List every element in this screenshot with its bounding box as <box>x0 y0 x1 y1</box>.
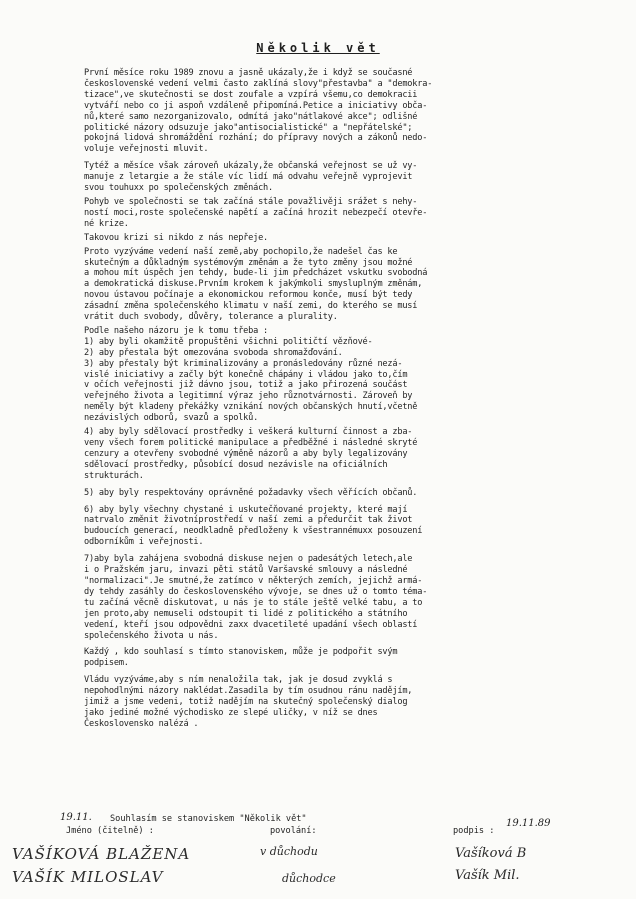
date-right: 19.11.89 <box>506 818 551 829</box>
signature-intro: Souhlasím se stanoviskem "Několik vět" <box>110 814 307 824</box>
handwritten-signature-2: Vašík Mil. <box>455 868 520 883</box>
demand-5: 5) aby byly respektovány oprávněné požadavky všech věřících občanů. <box>84 487 418 498</box>
paragraph-5: Proto vyzýváme vedení naší země,aby pochopilo,že nadešel čas ke skutečným a důkladným systémovým změnám a že tyto změny jsou možné a mohou mít úspěch jen tehdy, bude-li jim předcházet vskutku svobodná a demokratická diskuse.Prvním krokem k jakýmkoli smysluplným změnám, novou ústavou počínaje a ekonomickou reformou konče, musí být tedy zásadní změna společenského klimatu v naší zemi, do kterého se musí vrátit duch svobody, důvěry, tolerance a plurality. <box>84 246 428 323</box>
signature-label: podpis : <box>453 826 495 836</box>
handwritten-name-1: VAŠÍKOVÁ BLAŽENA <box>12 845 191 863</box>
name-label: Jméno (čitelně) : <box>66 826 154 836</box>
occupation-label: povolání: <box>270 826 317 836</box>
document-body <box>84 68 624 733</box>
paragraph-3: Pohyb ve společnosti se tak začíná stále považlivěji srážet s nehy- ností moci,roste společenské napětí a začíná hrozit nebezpečí otevře- né krize. <box>84 196 428 229</box>
demand-4: 4) aby byly sdělovací prostředky i veškerá kulturní činnost a zba- veny všech forem politické manipulace a předběžné i následné skryté cenzury a otevřeny svobodné výměně názorů a aby byly legalizovány sdělovací prostředky, působící dosud nezávisle na oficiálních strukturách. <box>84 427 418 481</box>
paragraph-support: Každý , kdo souhlasí s tímto stanoviskem, může je podpořit svým podpisem. <box>84 647 398 669</box>
handwritten-name-2: VAŠÍK MILOSLAV <box>12 868 164 886</box>
demands-list-1-3: Podle našeho názoru je k tomu třeba : 1) aby byli okamžitě propuštěni všichni političtí vězňové- 2) aby přestala být omezována svoboda shromažďování. 3) aby přestaly být kriminalizovány a pronásledovány různé nezá- vislé iniciativy a začly být konečně chápány i vládou jako to,čím v očích veřejnosti již dávno jsou, totiž a jako přirozená součást veřejného života a legitimní výraz jeho různotvárnosti. Zároveň by neměly být kladeny překážky vznikání nových občanských hnutí,včetně nezávislých odborů, svazů a spolků. <box>84 325 418 424</box>
handwritten-occupation-2: důchodce <box>282 872 336 885</box>
paragraph-2: Tytéž a měsíce však zároveň ukázaly,že občanská veřejnost se už vy- manuje z letargie a že stále víc lidí má odvahu veřejně vyprojevit svou touhuxx po společenských změnách. <box>84 161 418 194</box>
paragraph-appeal: Vládu vyzýváme,aby s ním nenaložila tak, jak je dosud zvyklá s nepohodlnými názory naklédat.Zasadila by tím osudnou ránu nadějím, jimiž a jsme vedeni, totiž nadějím na skutečný společenský dialog jako jediné možné východisko ze slepé uličky, v níž se dnes Československo nalézá . <box>84 675 413 729</box>
date-left: 19.11. <box>60 812 92 823</box>
demand-7: 7)aby byla zahájena svobodná diskuse nejen o padesátých letech,ale i o Pražském jaru, invazi pěti států Varšavské smlouvy a následné "normalizaci".Je smutné,že zatímco v některých zemích, jejichž armá- dy tehdy zasáhly do československého vývoje, se dnes už o tomto téma- tu začíná věcně diskutovat, u nás je to stále ještě velké tabu, a to jen proto,aby nemuseli odstoupit ti lidé z politického a státního vedení, kteří jsou odpovědni zaxx dvacetileté upadání všech oblastí společenského života u nás. <box>84 554 428 641</box>
handwritten-signature-1: Vašíková B <box>455 846 527 861</box>
demand-6: 6) aby byly všechny chystané i uskutečňované projekty, které mají natrvalo změnit životníprostředí v naší zemi a předurčit tak život budoucích generací, neodkladně předloženy k všestrannémuxx posouzení odborníkům i veřejnosti. <box>84 504 423 548</box>
document-title: Několik vět <box>256 41 380 55</box>
handwritten-occupation-1: v důchodu <box>260 845 318 858</box>
paragraph-4: Takovou krizi si nikdo z nás nepřeje. <box>84 232 269 243</box>
paragraph-1: První měsíce roku 1989 znovu a jasně ukázaly,že i když se současné československé vedení velmi často zaklíná slovy"přestavba" a "demokra- tizace",ve skutečnosti se dost zoufale a vzpírá všemu,co demokracii vytváří nebo co ji aspoň vzdáleně připomíná.Petice a iniciativy obča- nů,které samo nezorganizovalo, odmítá jako"nátlakové akce"; odlišné politické názory odsuzuje jako"antisocialistické" a "nepřátelské"; pokojná lidová shromáždění rozhání; do přípravy nových a zákonů nedo- voluje veřejnosti mluvit. <box>84 68 433 155</box>
